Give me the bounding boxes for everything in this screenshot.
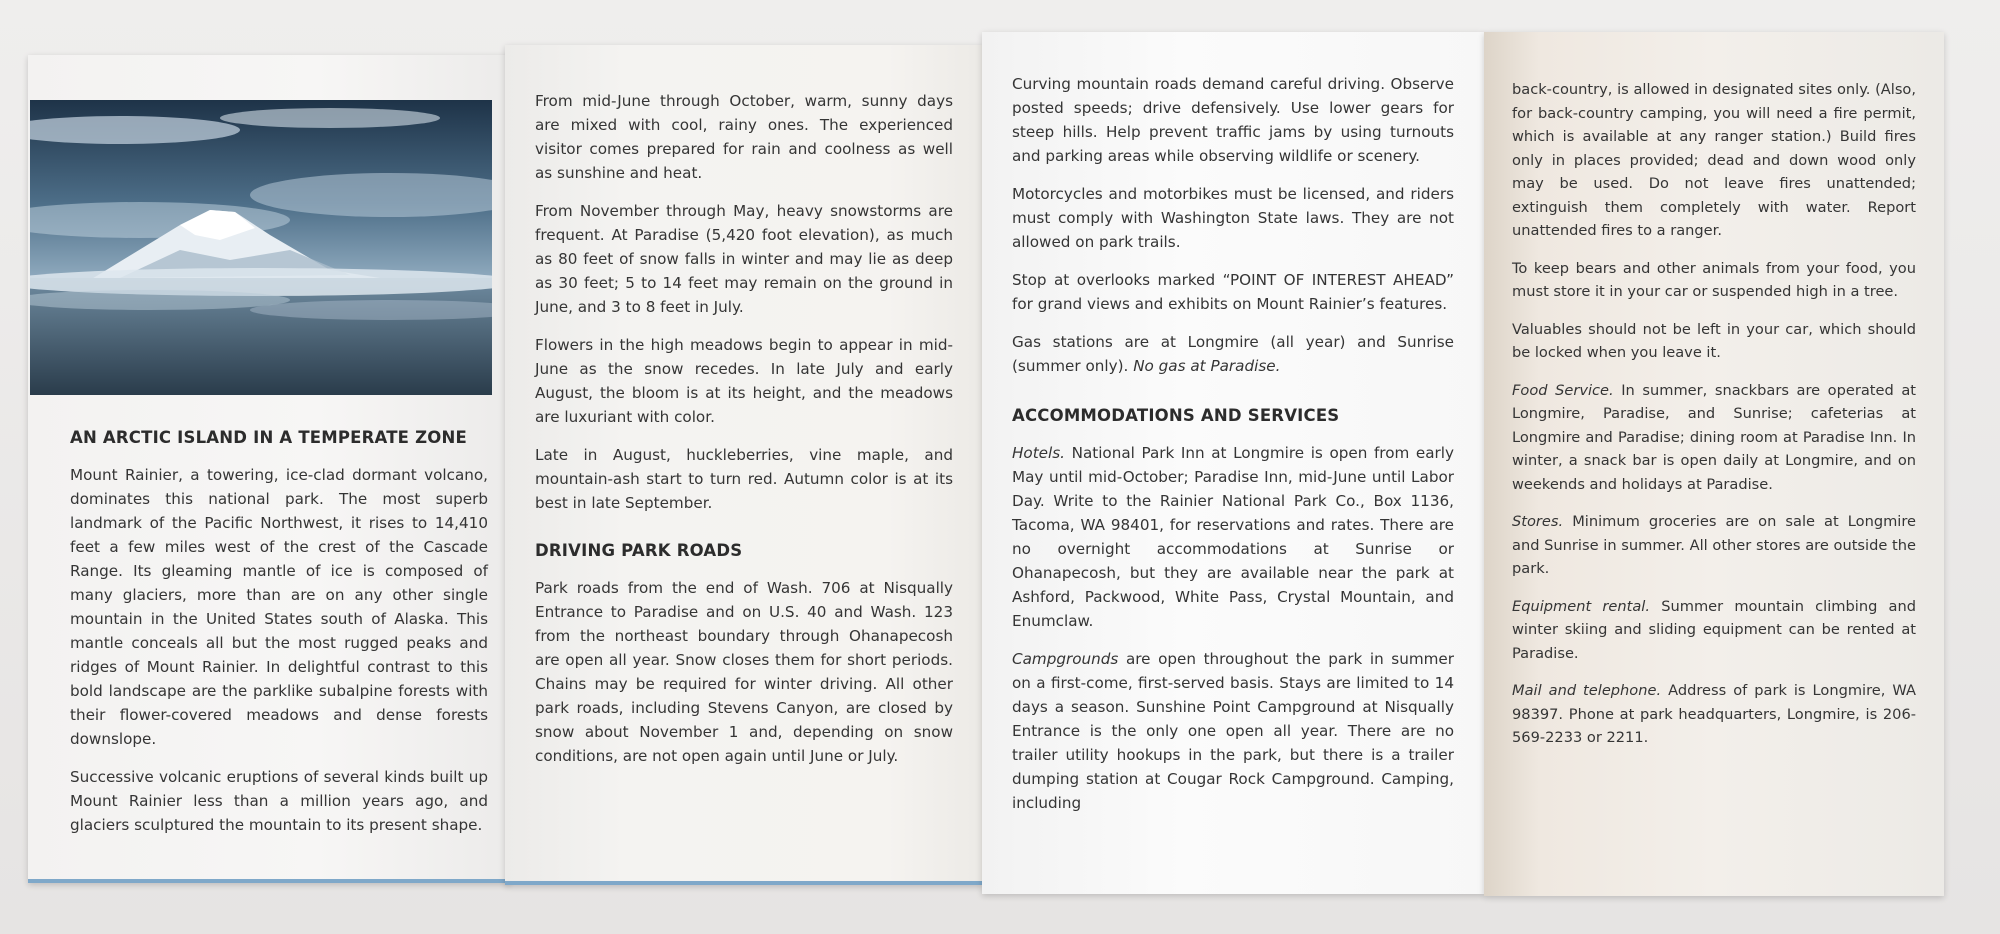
paragraph: Flowers in the high meadows begin to appear in mid-June as the snow recedes. In late July and early August, the bloom is at its height, and the meadows are luxuriant with color.: [535, 336, 953, 426]
section-heading-arctic-island: AN ARCTIC ISLAND IN A TEMPERATE ZONE: [70, 428, 467, 447]
mount-rainier-photo: [30, 100, 492, 395]
paragraph-text: National Park Inn at Longmire is open from early May until mid-October; Paradise Inn, mid-June until Labor Day. Write to the Rainier National Park Co., Box 1136, Tacoma, WA 98401, for reservations and rates. There are no overnight accommodations at Sunrise or Ohanapecosh, but they are available near the park at Ashford, Packwood, White Pass, Crystal Mountain, and Enumclaw.: [1012, 444, 1454, 630]
paragraph: [1012, 330, 1454, 378]
paragraph-text: Minimum groceries are on sale at Longmire and Sunrise in summer. All other stores are outside the park.: [1512, 513, 1917, 577]
paragraph: Curving mountain roads demand careful driving. Observe posted speeds; drive defensively. Use lower gears for steep hills. Help prevent traffic jams by using turnouts and parking areas while observing wildlife or scenery.: [1012, 75, 1454, 165]
mountain-image: [30, 100, 492, 395]
paragraph: From November through May, heavy snowstorms are frequent. At Paradise (5,420 foot elevation), as much as 80 feet of snow falls in winter and may lie as deep as 30 feet; 5 to 14 feet may remain on the ground in June, and 3 to 8 feet in July.: [535, 202, 953, 316]
paragraph: Park roads from the end of Wash. 706 at Nisqually Entrance to Paradise and on U.S. 40 and Wash. 123 from the northeast boundary through Ohanapecosh are open all year. Snow closes them for short periods. Chains may be required for winter driving. All other park roads, including Stevens Canyon, are closed by snow about November 1 and, depending on snow conditions, are not open again until June or July.: [535, 579, 953, 765]
lead-term: Hotels.: [1012, 444, 1065, 462]
panel-2: [505, 45, 983, 885]
paragraph: Stop at overlooks marked “POINT OF INTEREST AHEAD” for grand views and exhibits on Mount Rainier’s features.: [1012, 271, 1454, 313]
paragraph-text: In summer, snackbars are operated at Longmire, Paradise, and Sunrise; cafeterias at Longmire and Paradise; dining room at Paradise Inn. In winter, a snack bar is open daily at Longmire, and on weekends and holidays at Paradise.: [1512, 381, 1917, 493]
paragraph: [1512, 510, 1916, 581]
lead-term: Food Service.: [1512, 381, 1614, 399]
paragraph: Late in August, huckleberries, vine maple, and mountain-ash start to turn red. Autumn color is at its best in late September.: [535, 446, 953, 512]
paragraph: back-country, is allowed in designated sites only. (Also, for back-country camping, you will need a fire permit, which is available at any ranger station.) Build fires only in places provided; dead and down wood only may be used. Do not leave fires unattended; extinguish them completely with water. Report unattended fires to a ranger.: [1512, 81, 1916, 239]
panel-4: [1484, 32, 1944, 896]
paragraph: From mid-June through October, warm, sunny days are mixed with cool, rainy ones. The experienced visitor comes prepared for rain and coolness as well as sunshine and heat.: [535, 92, 953, 182]
paragraph-text: Address of park is Longmire, WA 98397. Phone at park headquarters, Longmire, is 206-569-2233 or 2211.: [1512, 682, 1916, 746]
lead-term: Stores.: [1512, 513, 1564, 530]
paragraph: [1012, 647, 1454, 815]
panel-1-content: [70, 428, 488, 851]
panel-3: [982, 32, 1484, 894]
paragraph: [1012, 441, 1454, 633]
emphasis-text: No gas at Paradise.: [1133, 357, 1281, 375]
section-heading-driving: DRIVING PARK ROADS: [535, 541, 743, 560]
paragraph: [1512, 679, 1916, 750]
paragraph-text: Gas stations are at Longmire (all year) and Sunrise (summer only).: [1012, 333, 1454, 375]
paragraph: Motorcycles and motorbikes must be licensed, and riders must comply with Washington State laws. They are not allowed on park trails.: [1012, 185, 1454, 251]
paragraph: Successive volcanic eruptions of several kinds built up Mount Rainier less than a million years ago, and glaciers sculptured the mountain to its present shape.: [70, 768, 488, 834]
paragraph: [1512, 379, 1916, 497]
paragraph: Mount Rainier, a towering, ice-clad dormant volcano, dominates this national park. The most superb landmark of the Pacific Northwest, it rises to 14,410 feet a few miles west of the crest of the Cascade Range. Its gleaming mantle of ice is composed of many glaciers, more than are on any other single mountain in the United States south of Alaska. This mantle conceals all but the most rugged peaks and ridges of Mount Rainier. In delightful contrast to this bold landscape are the parklike subalpine forests with their flower-covered meadows and dense forests downslope.: [70, 466, 488, 748]
section-heading-accommodations: ACCOMMODATIONS AND SERVICES: [1012, 406, 1340, 425]
lead-term: Mail and telephone.: [1512, 682, 1662, 699]
paragraph: To keep bears and other animals from your food, you must store it in your car or suspended high in a tree.: [1512, 259, 1916, 300]
paragraph: Valuables should not be left in your car, which should be locked when you leave it.: [1512, 320, 1916, 361]
paragraph: [1512, 595, 1916, 666]
lead-term: Campgrounds: [1012, 650, 1119, 668]
paragraph-text: are open throughout the park in summer on a first-come, first-served basis. Stays are limited to 14 days a season. Sunshine Point Campground at Nisqually Entrance is the only one open all year. There are no trailer utility hookups in the park, but there is a trailer dumping station at Cougar Rock Campground. Camping, including: [1012, 650, 1455, 812]
paragraph-text: Summer mountain climbing and winter skiing and sliding equipment can be rented at Paradise.: [1512, 597, 1916, 662]
panel-1: [28, 55, 510, 883]
lead-term: Equipment rental.: [1512, 597, 1651, 615]
